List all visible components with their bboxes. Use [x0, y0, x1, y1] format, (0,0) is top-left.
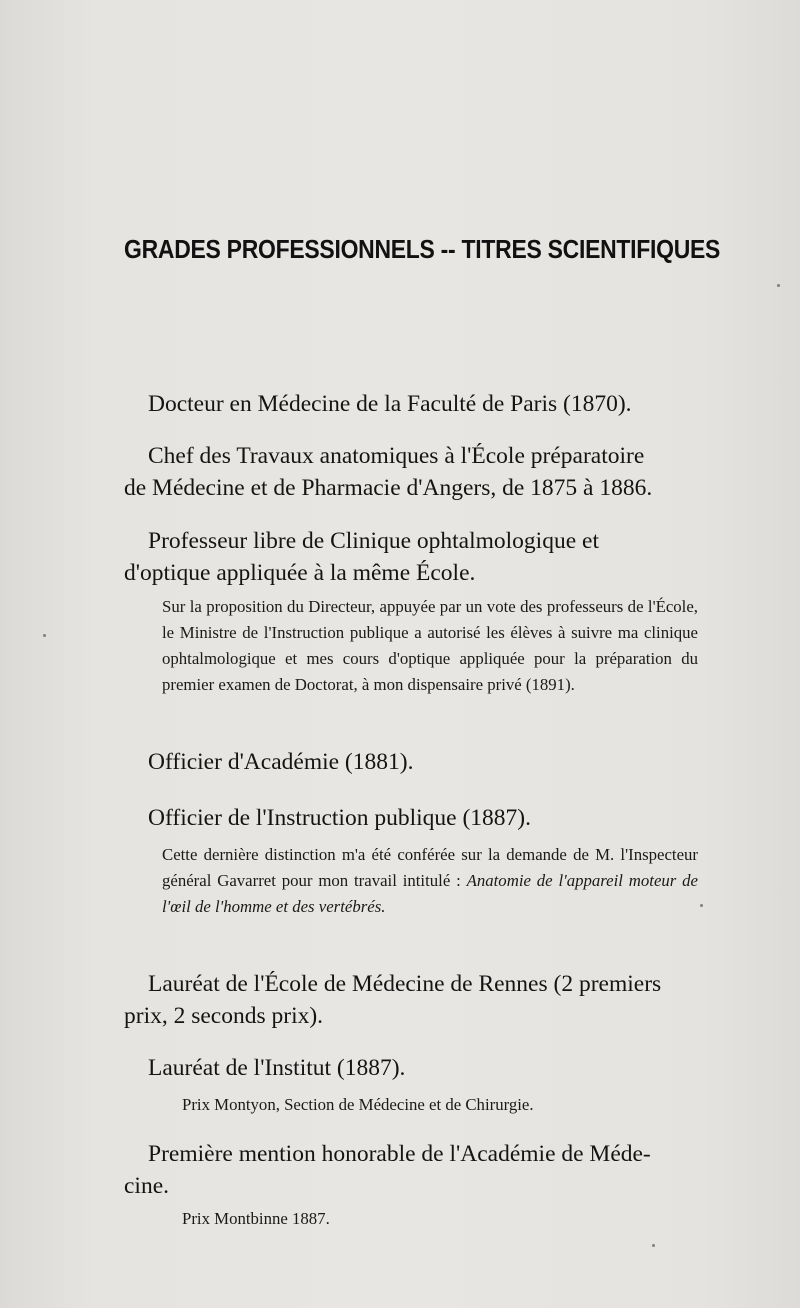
- paper-speck: [652, 1244, 655, 1247]
- entry-laureat-institut: Lauréat de l'Institut (1887).: [148, 1055, 406, 1081]
- entry-chef-travaux-line2: de Médecine et de Pharmacie d'Angers, de 1875 à 1886.: [124, 475, 653, 501]
- entry-officier-instruction: Officier de l'Instruction publique (1887).: [148, 805, 531, 831]
- note-distinction-text: Cette dernière distinction m'a été conférée sur la demande de M. l'Inspecteur général Gavarret pour mon travail intitulé :: [162, 845, 698, 890]
- entry-premiere-mention: [124, 1138, 700, 1202]
- entry-premiere-mention-line1: Première mention honorable de l'Académie de Méde-: [148, 1141, 651, 1167]
- entry-chef-travaux: [124, 440, 700, 504]
- paper-speck: [700, 904, 703, 907]
- paper-speck: [777, 284, 780, 287]
- entry-chef-travaux-line1: Chef des Travaux anatomiques à l'École préparatoire: [148, 443, 645, 469]
- entry-professeur: [124, 525, 700, 589]
- page-heading: GRADES PROFESSIONNELS -- TITRES SCIENTIFIQUES: [124, 236, 721, 264]
- entry-laureat-rennes-line2: prix, 2 seconds prix).: [124, 1003, 324, 1029]
- paper-speck: [43, 634, 46, 637]
- entry-laureat-rennes: [124, 968, 700, 1032]
- entry-officier-academie: Officier d'Académie (1881).: [148, 749, 414, 775]
- entry-premiere-mention-line2: cine.: [124, 1173, 170, 1199]
- entry-professeur-line1: Professeur libre de Clinique ophtalmologique et: [148, 528, 599, 554]
- entry-docteur: Docteur en Médecine de la Faculté de Paris (1870).: [148, 391, 632, 417]
- note-proposition: Sur la proposition du Directeur, appuyée par un vote des professeurs de l'École, le Ministre de l'Instruction publique a autorisé les élèves à suivre ma clinique ophtalmologique et mes cours d'optique appliquée pour la préparation du premier examen de Doctorat, à mon dispensaire privé (1891).: [162, 597, 698, 694]
- entry-laureat-rennes-line1: Lauréat de l'École de Médecine de Rennes (2 premiers: [148, 971, 662, 997]
- note-montbinne: Prix Montbinne 1887.: [182, 1209, 330, 1228]
- note-montyon: Prix Montyon, Section de Médecine et de Chirurgie.: [182, 1095, 534, 1114]
- entry-professeur-line2: d'optique appliquée à la même École.: [124, 560, 476, 586]
- note-distinction-title: Anatomie de l'appareil moteur de l'œil de l'homme et des vertébrés.: [162, 871, 698, 916]
- note-distinction: [162, 842, 698, 920]
